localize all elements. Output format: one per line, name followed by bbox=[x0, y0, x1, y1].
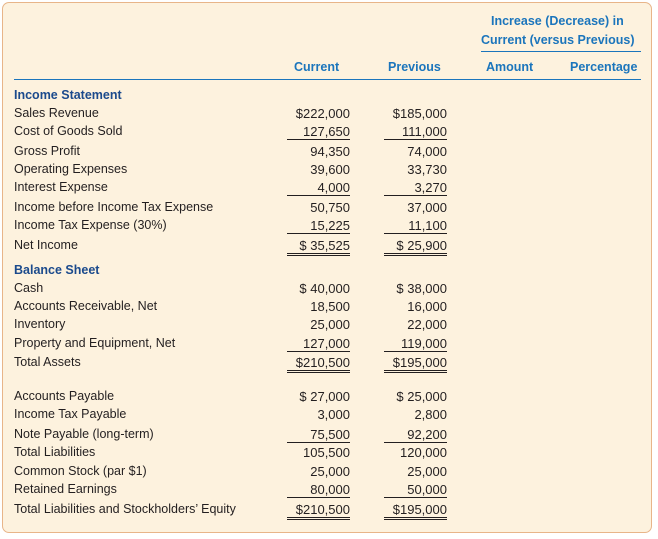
current-value: $ 35,525 bbox=[287, 238, 350, 256]
row-label: Interest Expense bbox=[14, 180, 108, 194]
row-label: Cost of Goods Sold bbox=[14, 124, 123, 138]
header-rule bbox=[14, 79, 641, 80]
row-label: Property and Equipment, Net bbox=[14, 336, 176, 350]
table-row bbox=[0, 217, 658, 235]
previous-value: 37,000 bbox=[407, 200, 447, 215]
current-value: 39,600 bbox=[310, 162, 350, 177]
previous-value: 119,000 bbox=[384, 336, 447, 352]
current-value: $210,500 bbox=[287, 355, 350, 373]
row-label: Operating Expenses bbox=[14, 162, 128, 176]
previous-value: 92,200 bbox=[384, 427, 447, 443]
row-label: Total Liabilities and Stockholders’ Equity bbox=[14, 502, 236, 516]
previous-value: 2,800 bbox=[414, 407, 447, 422]
previous-value: 3,270 bbox=[384, 180, 447, 196]
previous-value: $195,000 bbox=[384, 355, 447, 373]
previous-value: $195,000 bbox=[384, 502, 447, 520]
row-label: Accounts Payable bbox=[14, 389, 115, 403]
table-row bbox=[0, 444, 658, 462]
balance-sheet-heading: Balance Sheet bbox=[14, 263, 100, 277]
previous-value: $ 25,000 bbox=[396, 389, 447, 404]
previous-value: 11,100 bbox=[384, 218, 447, 234]
table-row bbox=[0, 335, 658, 353]
table-row bbox=[0, 316, 658, 334]
row-label: Total Assets bbox=[14, 355, 81, 369]
row-label: Inventory bbox=[14, 317, 66, 331]
row-label: Note Payable (long-term) bbox=[14, 427, 154, 441]
previous-value: $ 38,000 bbox=[396, 281, 447, 296]
table-row bbox=[0, 143, 658, 161]
current-value: $ 40,000 bbox=[299, 281, 350, 296]
table-row bbox=[0, 123, 658, 141]
row-label: Retained Earnings bbox=[14, 482, 117, 496]
table-row bbox=[0, 237, 658, 255]
table-row bbox=[0, 388, 658, 406]
current-value: 75,500 bbox=[287, 427, 350, 443]
row-label: Net Income bbox=[14, 238, 78, 252]
previous-value: 25,000 bbox=[407, 464, 447, 479]
row-label: Cash bbox=[14, 281, 44, 295]
section-heading-row bbox=[0, 262, 658, 280]
current-value: 127,000 bbox=[287, 336, 350, 352]
table-row bbox=[0, 298, 658, 316]
previous-value: 50,000 bbox=[384, 482, 447, 498]
header-percentage: Percentage bbox=[570, 60, 638, 74]
current-value: $ 27,000 bbox=[299, 389, 350, 404]
row-label: Sales Revenue bbox=[14, 106, 99, 120]
table-row bbox=[0, 426, 658, 444]
previous-value: 120,000 bbox=[400, 445, 447, 460]
table-row bbox=[0, 161, 658, 179]
current-value: 80,000 bbox=[287, 482, 350, 498]
table-row bbox=[0, 199, 658, 217]
previous-value: 22,000 bbox=[407, 317, 447, 332]
current-value: 25,000 bbox=[310, 464, 350, 479]
current-value: 18,500 bbox=[310, 299, 350, 314]
row-label: Income Tax Payable bbox=[14, 407, 127, 421]
table-row bbox=[0, 406, 658, 424]
table-row bbox=[0, 501, 658, 519]
row-label: Common Stock (par $1) bbox=[14, 464, 147, 478]
previous-value: 16,000 bbox=[407, 299, 447, 314]
previous-value: 33,730 bbox=[407, 162, 447, 177]
table-row bbox=[0, 463, 658, 481]
previous-value: 74,000 bbox=[407, 144, 447, 159]
current-value: $222,000 bbox=[295, 106, 350, 121]
header-current: Current bbox=[294, 60, 340, 74]
current-value: 94,350 bbox=[310, 144, 350, 159]
table-row bbox=[0, 354, 658, 372]
current-value: 127,650 bbox=[287, 124, 350, 140]
row-label: Gross Profit bbox=[14, 144, 80, 158]
current-value: 15,225 bbox=[287, 218, 350, 234]
current-value: 25,000 bbox=[310, 317, 350, 332]
table-row bbox=[0, 105, 658, 123]
table-row bbox=[0, 481, 658, 499]
previous-value: 111,000 bbox=[384, 124, 447, 140]
header-group-rule bbox=[481, 51, 641, 52]
header-amount: Amount bbox=[486, 60, 534, 74]
income-statement-heading: Income Statement bbox=[14, 88, 122, 102]
header-group-line2: Current (versus Previous) bbox=[481, 33, 635, 47]
table-row bbox=[0, 280, 658, 298]
row-label: Income Tax Expense (30%) bbox=[14, 218, 167, 232]
header-previous: Previous bbox=[388, 60, 441, 74]
current-value: 50,750 bbox=[310, 200, 350, 215]
previous-value: $185,000 bbox=[392, 106, 447, 121]
row-label: Income before Income Tax Expense bbox=[14, 200, 214, 214]
current-value: $210,500 bbox=[287, 502, 350, 520]
header-group-line1: Increase (Decrease) in bbox=[491, 14, 624, 28]
row-label: Accounts Receivable, Net bbox=[14, 299, 158, 313]
section-heading-row bbox=[0, 87, 658, 105]
row-label: Total Liabilities bbox=[14, 445, 96, 459]
table-row bbox=[0, 179, 658, 197]
current-value: 4,000 bbox=[287, 180, 350, 196]
current-value: 3,000 bbox=[317, 407, 350, 422]
previous-value: $ 25,900 bbox=[384, 238, 447, 256]
current-value: 105,500 bbox=[303, 445, 350, 460]
